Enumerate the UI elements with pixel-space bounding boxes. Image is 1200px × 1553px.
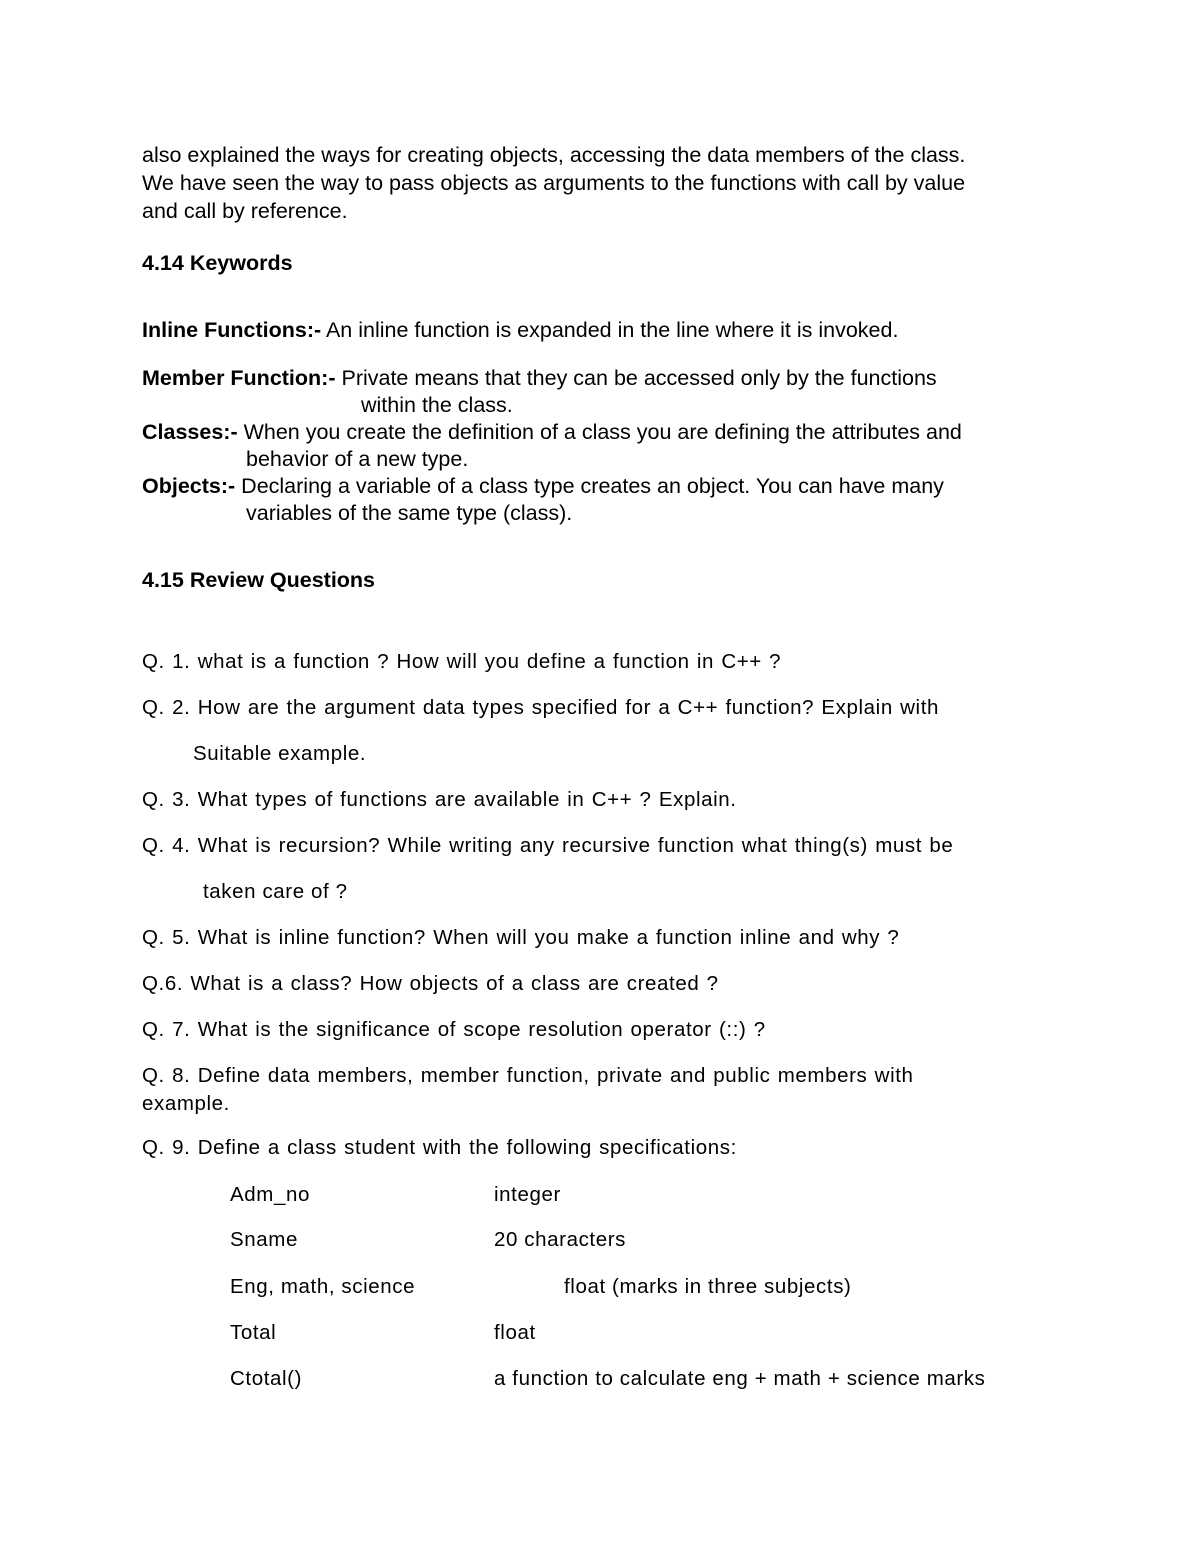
- intro-line-2: We have seen the way to pass objects as arguments to the functions with call by value: [142, 171, 966, 195]
- spec-type-sname: 20 characters: [494, 1228, 627, 1251]
- spec-type-adm-no: integer: [494, 1183, 561, 1206]
- question-8-continuation: example.: [142, 1092, 230, 1115]
- question-2: Q. 2. How are the argument data types specified for a C++ function? Explain with: [142, 696, 939, 719]
- question-7: Q. 7. What is the significance of scope resolution operator (::) ?: [142, 1018, 766, 1041]
- spec-name-ctotal: Ctotal(): [230, 1367, 303, 1390]
- spec-name-marks: Eng, math, science: [230, 1275, 416, 1298]
- intro-line-3: and call by reference.: [142, 199, 348, 223]
- question-6: Q.6. What is a class? How objects of a class are created ?: [142, 972, 719, 995]
- question-2-continuation: Suitable example.: [193, 742, 367, 765]
- question-9: Q. 9. Define a class student with the following specifications:: [142, 1136, 737, 1159]
- keyword-term: Member Function:-: [142, 366, 336, 390]
- review-heading: 4.15 Review Questions: [142, 568, 376, 592]
- spec-type-total: float: [494, 1321, 536, 1344]
- keywords-heading: 4.14 Keywords: [142, 251, 293, 275]
- keyword-objects: [142, 474, 944, 499]
- keyword-definition: An inline function is expanded in the line where it is invoked.: [321, 318, 899, 342]
- spec-name-sname: Sname: [230, 1228, 298, 1251]
- question-3: Q. 3. What types of functions are available in C++ ? Explain.: [142, 788, 737, 811]
- question-1: Q. 1. what is a function ? How will you define a function in C++ ?: [142, 650, 782, 673]
- spec-name-adm-no: Adm_no: [230, 1183, 310, 1206]
- keyword-definition: When you create the definition of a class you are defining the attributes and: [237, 420, 962, 444]
- keyword-member-function: [142, 366, 937, 391]
- question-8: Q. 8. Define data members, member function, private and public members with: [142, 1064, 914, 1087]
- question-5: Q. 5. What is inline function? When will you make a function inline and why ?: [142, 926, 900, 949]
- keyword-definition-continuation: within the class.: [361, 393, 513, 417]
- spec-name-total: Total: [230, 1321, 277, 1344]
- intro-line-1: also explained the ways for creating objects, accessing the data members of the class.: [142, 143, 966, 167]
- keyword-definition: Declaring a variable of a class type creates an object. You can have many: [235, 474, 944, 498]
- keyword-classes: [142, 420, 962, 445]
- question-4: Q. 4. What is recursion? While writing any recursive function what thing(s) must be: [142, 834, 954, 857]
- spec-type-ctotal: a function to calculate eng + math + science marks: [494, 1367, 986, 1390]
- keyword-definition-continuation: behavior of a new type.: [246, 447, 469, 471]
- keyword-term: Objects:-: [142, 474, 236, 498]
- keyword-definition: Private means that they can be accessed only by the functions: [335, 366, 937, 390]
- keyword-inline-functions: [142, 318, 898, 343]
- keyword-term: Classes:-: [142, 420, 238, 444]
- keyword-definition-continuation: variables of the same type (class).: [246, 501, 573, 525]
- spec-type-marks: float (marks in three subjects): [564, 1275, 852, 1298]
- keyword-term: Inline Functions:-: [142, 318, 322, 342]
- question-4-continuation: taken care of ?: [203, 880, 348, 903]
